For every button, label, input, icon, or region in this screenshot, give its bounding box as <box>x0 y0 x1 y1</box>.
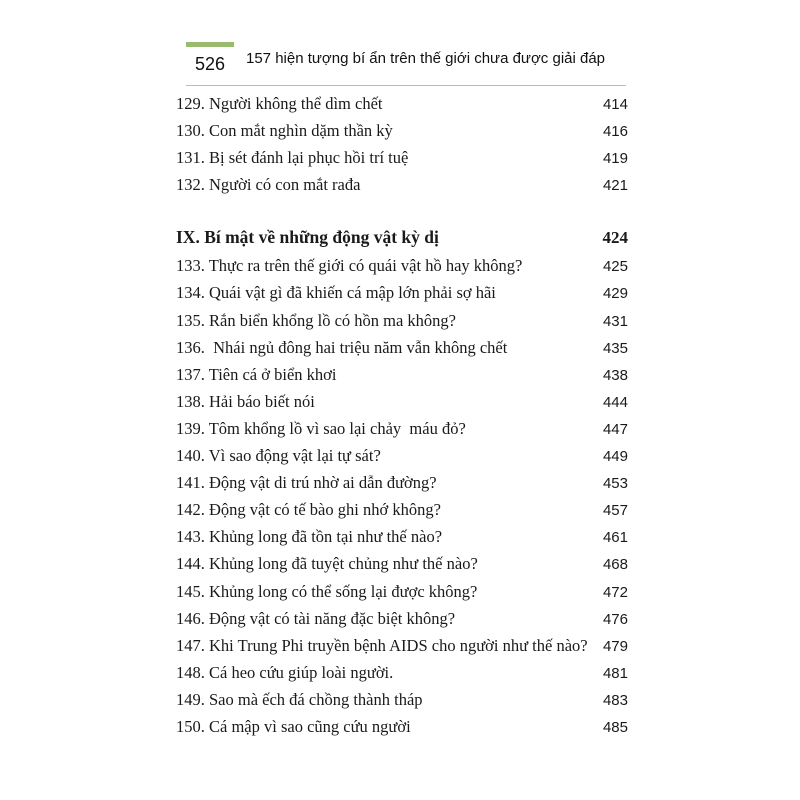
toc-entry-page: 416 <box>602 123 628 141</box>
toc-entry <box>176 550 628 577</box>
toc-entry-page: 414 <box>602 96 628 113</box>
toc-entry-page: 472 <box>602 583 628 601</box>
page-number-box <box>186 42 234 82</box>
toc-entry-page: 461 <box>602 529 628 547</box>
toc-entry <box>176 713 628 740</box>
toc-entry-title: 137. Tiên cá ở biển khơi <box>176 364 337 384</box>
toc-entry <box>176 469 628 496</box>
toc-entry-page: 421 <box>602 177 628 195</box>
toc-entry-title: 140. Vì sao động vật lại tự sát? <box>176 446 381 466</box>
section-title: IX. Bí mật về những động vật kỳ dị <box>176 227 439 248</box>
toc-entry-title: 134. Quái vật gì đã khiến cá mập lớn phải sợ hãi <box>176 283 496 303</box>
toc-section-heading <box>176 222 628 252</box>
toc-entry-title: 129. Người không thể dìm chết <box>176 94 383 113</box>
toc-entry-page: 453 <box>602 475 628 493</box>
toc-entry-page: 438 <box>602 366 628 384</box>
section-page: 424 <box>602 228 628 248</box>
toc-entry <box>176 496 628 523</box>
toc-entry <box>176 659 628 686</box>
toc-entry-page: 485 <box>602 718 628 736</box>
toc-entry <box>176 252 628 279</box>
toc-entry <box>176 361 628 388</box>
toc-entry-page: 431 <box>602 312 628 330</box>
toc-entry-title: 144. Khủng long đã tuyệt chủng như thế nào? <box>176 554 478 574</box>
toc-entry <box>176 334 628 361</box>
toc-entry <box>176 388 628 415</box>
toc-entry-title: 130. Con mắt nghìn dặm thần kỳ <box>176 121 393 141</box>
page-number: 526 <box>194 54 226 74</box>
toc-entry-title: 139. Tôm khổng lồ vì sao lại chảy máu đỏ? <box>176 418 466 438</box>
toc-entry <box>176 578 628 605</box>
toc-entry-title: 131. Bị sét đánh lại phục hồi trí tuệ <box>176 148 409 168</box>
page-header <box>186 38 626 86</box>
toc-entry-page: 481 <box>602 664 628 682</box>
toc-entry <box>176 117 628 144</box>
toc-entry-page: 447 <box>602 420 628 438</box>
toc-entry-page: 476 <box>602 610 628 628</box>
toc-entry <box>176 605 628 632</box>
toc-entry-page: 468 <box>602 556 628 574</box>
toc-entry-title: 132. Người có con mắt rađa <box>176 175 361 195</box>
toc-entry-title: 148. Cá heo cứu giúp loài người. <box>176 662 394 682</box>
toc-entry-title: 136. Nhái ngủ đông hai triệu năm vẫn không chết <box>176 337 508 357</box>
toc-entry <box>176 144 628 171</box>
toc-entry-page: 457 <box>602 502 628 520</box>
toc-entry-title: 150. Cá mập vì sao cũng cứu người <box>176 716 411 736</box>
toc-entry <box>176 686 628 713</box>
table-of-contents <box>176 90 628 740</box>
toc-entry-page: 435 <box>602 339 628 357</box>
book-title: 157 hiện tượng bí ẩn trên thế giới chưa được giải đáp <box>246 50 606 67</box>
header-divider <box>186 85 626 86</box>
toc-entry-page: 419 <box>602 150 628 168</box>
toc-entry-title: 141. Động vật di trú nhờ ai dẫn đường? <box>176 473 437 493</box>
toc-entry-page: 444 <box>602 393 628 411</box>
toc-entry-title: 143. Khủng long đã tồn tại như thế nào? <box>176 527 443 547</box>
toc-entry-title: 138. Hải báo biết nói <box>176 391 315 411</box>
toc-entry <box>176 632 628 659</box>
toc-entry-title: 133. Thực ra trên thế giới có quái vật hồ hay không? <box>176 256 523 276</box>
toc-entry-page: 449 <box>602 448 628 466</box>
toc-entry-title: 142. Động vật có tế bào ghi nhớ không? <box>176 500 441 520</box>
toc-entry <box>176 171 628 198</box>
toc-entry-page: 429 <box>602 285 628 303</box>
toc-entry-title: 147. Khi Trung Phi truyền bệnh AIDS cho người như thế nào? <box>176 635 588 655</box>
toc-entry-title: 145. Khủng long có thể sống lại được không? <box>176 581 478 601</box>
toc-entry-title: 146. Động vật có tài năng đặc biệt không? <box>176 608 456 628</box>
toc-entry-page: 425 <box>602 258 628 276</box>
accent-bar <box>186 42 234 47</box>
toc-entry <box>176 442 628 469</box>
toc-entry-title: 149. Sao mà ếch đá chồng thành tháp <box>176 689 423 709</box>
toc-entry-title: 135. Rắn biển khổng lồ có hồn ma không? <box>176 310 457 330</box>
toc-entry <box>176 279 628 306</box>
section-spacer <box>176 198 628 222</box>
toc-entry <box>176 523 628 550</box>
toc-entry <box>176 90 628 117</box>
toc-entry-page: 483 <box>602 691 628 709</box>
toc-entry <box>176 307 628 334</box>
toc-entry <box>176 415 628 442</box>
toc-entry-page: 479 <box>602 637 628 655</box>
